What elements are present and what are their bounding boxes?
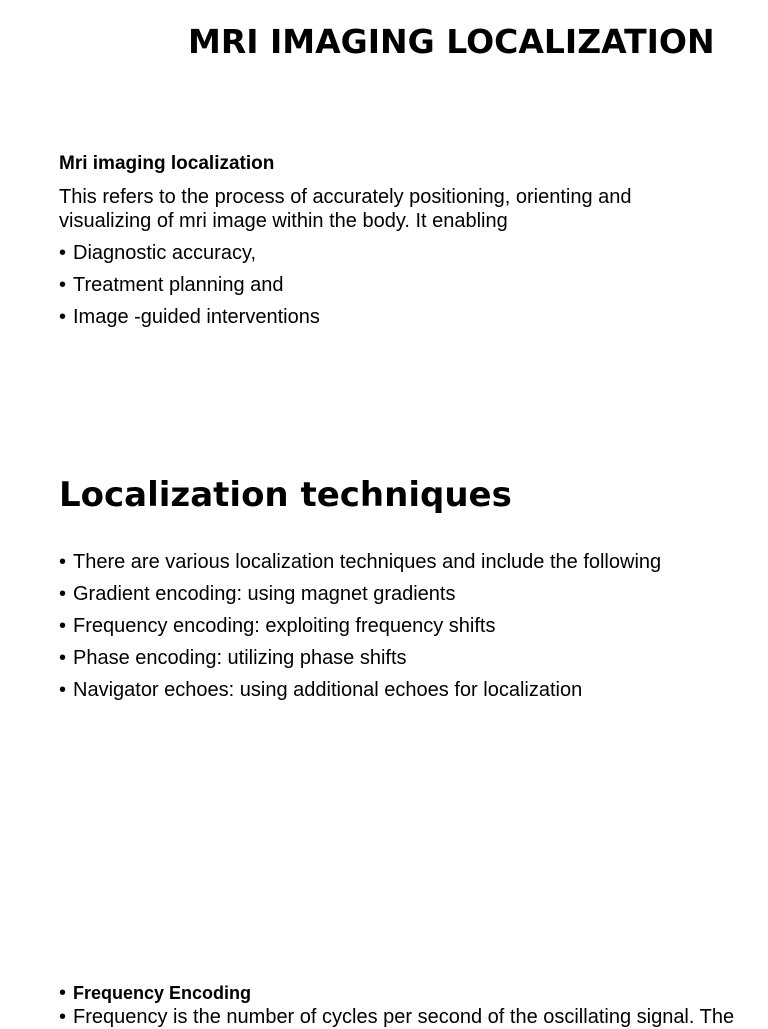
bullet-text: Image -guided interventions [73, 306, 320, 328]
list-item [59, 981, 734, 1005]
list-item [59, 273, 320, 305]
bullet-icon: • [59, 647, 67, 669]
bullet-text: Navigator echoes: using additional echoes for localization [73, 679, 583, 701]
intro-bullet-list [59, 241, 320, 337]
frequency-encoding-label: Frequency Encoding [73, 983, 252, 1003]
bullet-text: Diagnostic accuracy, [73, 242, 257, 264]
bullet-icon: • [59, 306, 67, 328]
list-item [59, 305, 320, 337]
bullet-icon: • [59, 242, 67, 264]
frequency-partial-text: Frequency is the number of cycles per second of the oscillating signal. The [73, 1006, 735, 1028]
intro-paragraph: This refers to the process of accurately positioning, orienting and visualizing of mri image within the body. It enabling [59, 186, 632, 232]
frequency-bullet-list [59, 981, 734, 1029]
list-item [59, 550, 661, 582]
bullet-icon: • [59, 551, 67, 573]
bullet-text: Gradient encoding: using magnet gradients [73, 583, 456, 605]
bullet-icon: • [59, 679, 67, 701]
list-item [59, 1005, 734, 1029]
bullet-text: Phase encoding: utilizing phase shifts [73, 647, 407, 669]
bullet-icon: • [59, 615, 67, 637]
list-item [59, 678, 661, 710]
list-item [59, 582, 661, 614]
techniques-heading: Localization techniques [59, 475, 512, 515]
bullet-icon: • [59, 583, 67, 605]
list-item [59, 614, 661, 646]
list-item [59, 241, 320, 273]
page-title: MRI IMAGING LOCALIZATION [188, 22, 715, 61]
bullet-text: Frequency encoding: exploiting frequency shifts [73, 615, 496, 637]
bullet-icon: • [59, 982, 67, 1004]
list-item [59, 646, 661, 678]
techniques-bullet-list [59, 550, 661, 710]
bullet-text: Treatment planning and [73, 274, 284, 296]
bullet-text: There are various localization techniques and include the following [73, 551, 662, 573]
bullet-icon: • [59, 1006, 67, 1028]
bullet-icon: • [59, 274, 67, 296]
intro-heading: Mri imaging localization [59, 153, 275, 174]
